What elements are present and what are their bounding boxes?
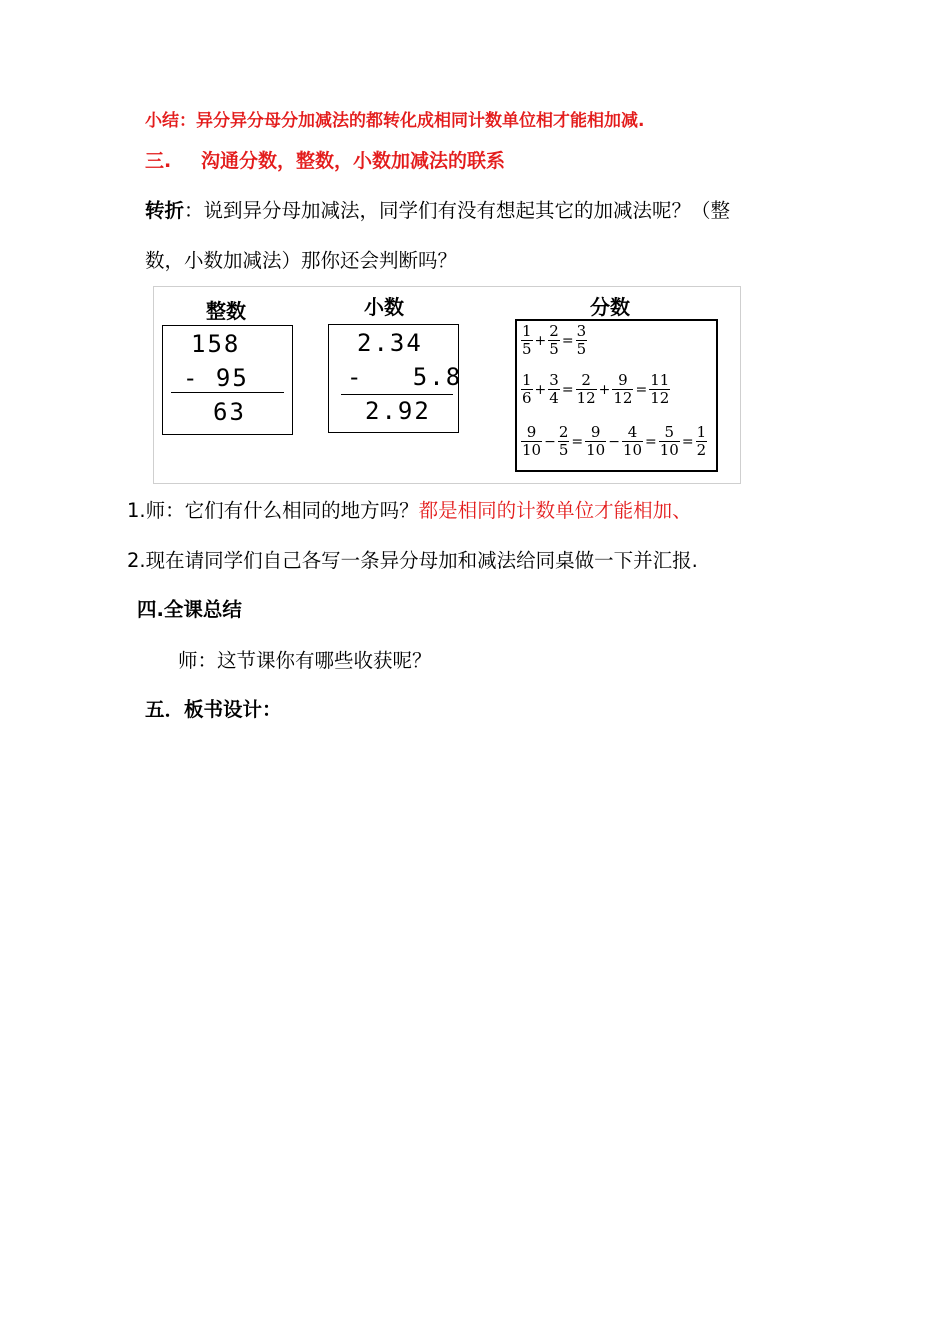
integer-subtrahend: - 95 <box>183 364 249 392</box>
denominator: 5 <box>522 340 532 358</box>
decimal-subtrahend: - 5.8 <box>347 363 463 391</box>
denominator: 2 <box>696 441 707 459</box>
operator: + <box>534 381 547 398</box>
numerator: 11 <box>650 371 670 389</box>
integer-result: 63 <box>213 398 246 426</box>
teacher-question: 师：这节课你有哪些收获呢？ <box>178 649 432 672</box>
denominator: 6 <box>522 389 532 407</box>
numerator: 2 <box>549 322 559 340</box>
decimal-rule <box>341 394 453 395</box>
section-3-heading <box>145 146 505 173</box>
numerator: 3 <box>549 371 559 389</box>
denominator: 5 <box>549 340 559 358</box>
denominator: 12 <box>613 389 633 407</box>
denominator: 12 <box>576 389 596 407</box>
denominator: 10 <box>622 441 643 459</box>
operator: = <box>635 381 648 398</box>
denominator: 5 <box>576 340 587 358</box>
question-2: 2.现在请同学们自己各写一条异分母加和减法给同桌做一下并汇报. <box>127 549 698 572</box>
numerator: 1 <box>522 371 532 389</box>
numerator: 9 <box>618 371 628 389</box>
section-3-number: 三. <box>145 150 172 172</box>
section-3-title: 沟通分数，整数，小数加减法的联系 <box>201 150 506 172</box>
transition-line-1: ：说到异分母加减法，同学们有没有想起其它的加减法呢？（整 <box>184 199 731 222</box>
fraction <box>521 324 533 357</box>
decimal-minuend: 2.34 <box>357 329 423 357</box>
operator: = <box>681 433 694 450</box>
fraction <box>576 373 597 406</box>
fraction <box>576 324 588 357</box>
denominator: 10 <box>659 441 679 459</box>
numerator: 1 <box>696 423 707 441</box>
transition-label: 转折 <box>145 199 185 222</box>
fraction <box>585 425 606 458</box>
comparison-figure <box>153 286 741 484</box>
fraction <box>612 373 633 406</box>
integer-heading: 整数 <box>206 299 246 323</box>
section-4-heading: 四.全课总结 <box>137 598 242 621</box>
numerator: 1 <box>522 322 532 340</box>
fraction <box>521 373 533 406</box>
fraction <box>696 425 708 458</box>
numerator: 2 <box>581 371 591 389</box>
denominator: 10 <box>586 441 606 459</box>
numerator: 3 <box>576 322 587 340</box>
fraction <box>558 425 570 458</box>
numerator: 2 <box>558 423 569 441</box>
fraction <box>548 373 560 406</box>
denominator: 4 <box>549 389 559 407</box>
operator: = <box>645 433 657 450</box>
fraction-heading: 分数 <box>590 295 630 319</box>
operator: − <box>544 433 556 450</box>
question-1-answer: 都是相同的计数单位才能相加、 <box>418 499 692 522</box>
integer-rule <box>171 392 284 393</box>
fraction <box>622 425 643 458</box>
operator: + <box>534 332 547 349</box>
fraction <box>548 324 560 357</box>
fraction-calculation <box>515 319 718 472</box>
operator: = <box>561 332 574 349</box>
decimal-calculation <box>328 324 463 433</box>
transition-line-2: 数，小数加减法）那你还会判断吗？ <box>145 249 458 272</box>
fraction <box>521 425 542 458</box>
numerator: 5 <box>664 423 675 441</box>
question-1 <box>127 495 692 523</box>
operator: = <box>561 381 574 398</box>
transition-paragraph <box>145 195 730 223</box>
numerator: 9 <box>526 423 537 441</box>
numerator: 9 <box>590 423 601 441</box>
fraction-row <box>521 425 707 458</box>
operator: + <box>598 381 611 398</box>
decimal-heading: 小数 <box>364 295 404 319</box>
fraction <box>649 373 670 406</box>
fraction <box>659 425 680 458</box>
summary-text: 小结：异分异分母分加减法的都转化成相同计数单位相才能相加减. <box>145 111 645 131</box>
denominator: 12 <box>650 389 670 407</box>
fraction-row <box>521 324 587 357</box>
denominator: 10 <box>522 441 542 459</box>
fraction-row <box>521 373 670 406</box>
denominator: 5 <box>558 441 569 459</box>
integer-calculation <box>162 325 293 435</box>
integer-minuend: 158 <box>191 330 241 358</box>
numerator: 4 <box>627 423 638 441</box>
question-1-prefix: 1.师：它们有什么相同的地方吗？ <box>127 499 419 522</box>
decimal-result: 2.92 <box>365 397 431 425</box>
section-5-heading: 五．板书设计： <box>145 698 282 721</box>
operator: = <box>571 433 584 450</box>
operator: − <box>608 433 620 450</box>
